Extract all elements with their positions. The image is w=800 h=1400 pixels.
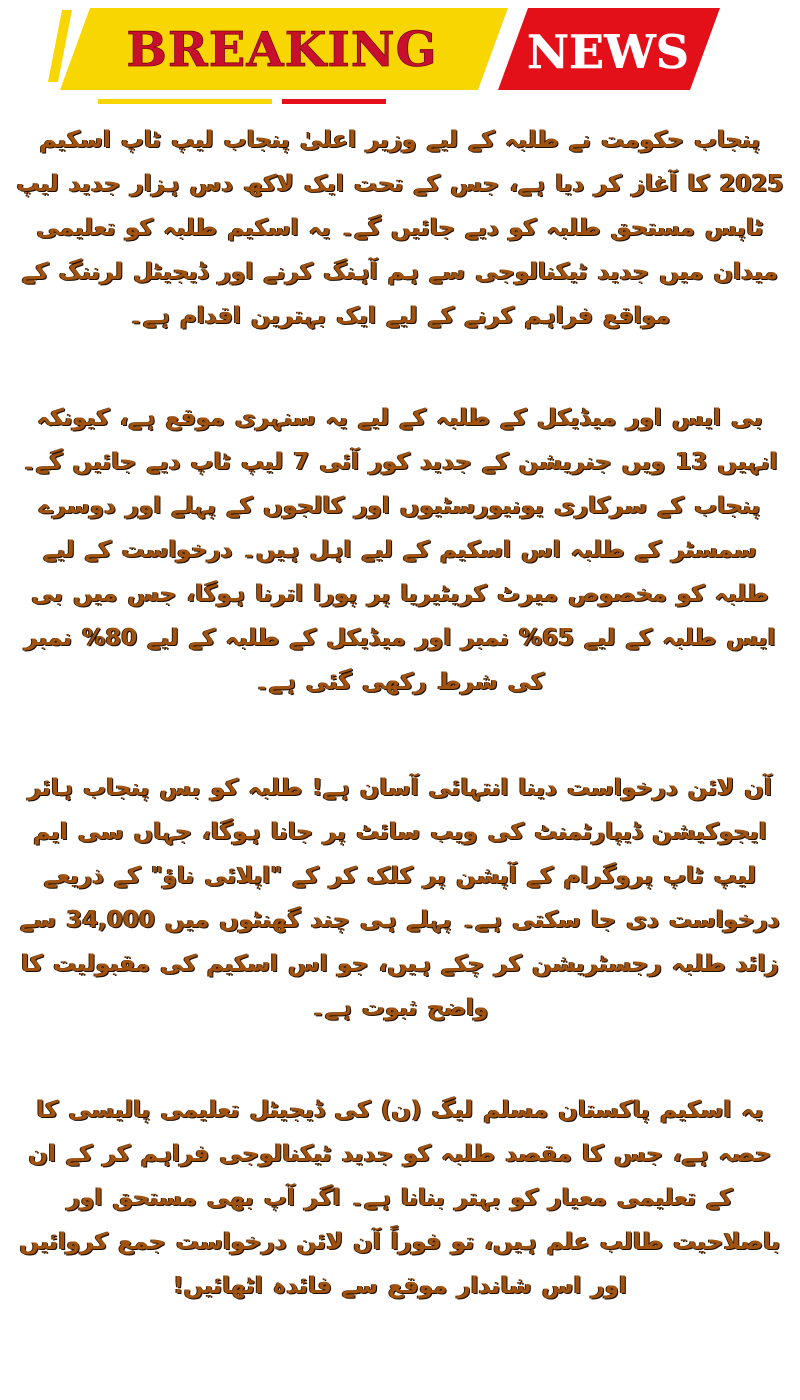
article-paragraph: آن لائن درخواست دینا انتہائی آسان ہے! طلبہ کو بس پنجاب ہائر ایجوکیشن ڈیپارٹمنٹ کی ویب سائٹ پر جانا ہوگا، جہاں سی ایم لیپ ٹاپ پروگرام کے آپشن پر کلک کر کے "اپلائی ناؤ" کے ذریعے درخواست دی جا سکتی ہے۔ پہلے ہی چند گھنٹوں میں 34,000 سے زائد طلبہ رجسٹریشن کر چکے ہیں، جو اس اسکیم کی مقبولیت کا واضح ثبوت ہے۔ (20, 775, 780, 1021)
breaking-news-banner (0, 0, 800, 110)
article-body (14, 118, 786, 1308)
article-paragraph: پنجاب حکومت نے طلبہ کے لیے وزیر اعلیٰ پنجاب لیپ ٹاپ اسکیم 2025 کا آغاز کر دیا ہے، جس کے تحت ایک لاکھ دس ہزار جدید لیپ ٹاپس مستحق طلبہ کو دیے جائیں گے۔ یہ اسکیم طلبہ کو تعلیمی میدان میں جدید ٹیکنالوجی سے ہم آہنگ کرنے اور ڈیجیٹل لرننگ کے مواقع فراہم کرنے کے لیے ایک بہترین اقدام ہے۔ (16, 127, 784, 329)
banner-graphic (0, 0, 800, 110)
article-paragraph: بی ایس اور میڈیکل کے طلبہ کے لیے یہ سنہری موقع ہے، کیونکہ انہیں 13 ویں جنریشن کے جدید کور آئی 7 لیپ ٹاپ دیے جائیں گے۔ پنجاب کے سرکاری یونیورسٹیوں اور کالجوں کے پہلے اور دوسرے سمسٹر کے طلبہ اس اسکیم کے لیے اہل ہیں۔ درخواست کے لیے طلبہ کو مخصوص میرٹ کریٹیریا پر پورا اترنا ہوگا، جس میں بی ایس طلبہ کے لیے 65% نمبر اور میڈیکل کے طلبہ کے لیے 80% نمبر کی شرط رکھی گئی ہے۔ (22, 405, 778, 695)
article-paragraph: یہ اسکیم پاکستان مسلم لیگ (ن) کی ڈیجیٹل تعلیمی پالیسی کا حصہ ہے، جس کا مقصد طلبہ کو جدید ٹیکنالوجی فراہم کر کے ان کے تعلیمی معیار کو بہتر بنانا ہے۔ اگر آپ بھی مستحق اور باصلاحیت طالب علم ہیں، تو فوراً آن لائن درخواست جمع کروائیں اور اس شاندار موقع سے فائدہ اٹھائیں! (19, 1097, 781, 1299)
banner-underline-yellow (98, 99, 272, 104)
news-text: NEWS (527, 25, 689, 79)
breaking-text: BREAKING (126, 22, 438, 78)
banner-underline-red (282, 99, 386, 104)
